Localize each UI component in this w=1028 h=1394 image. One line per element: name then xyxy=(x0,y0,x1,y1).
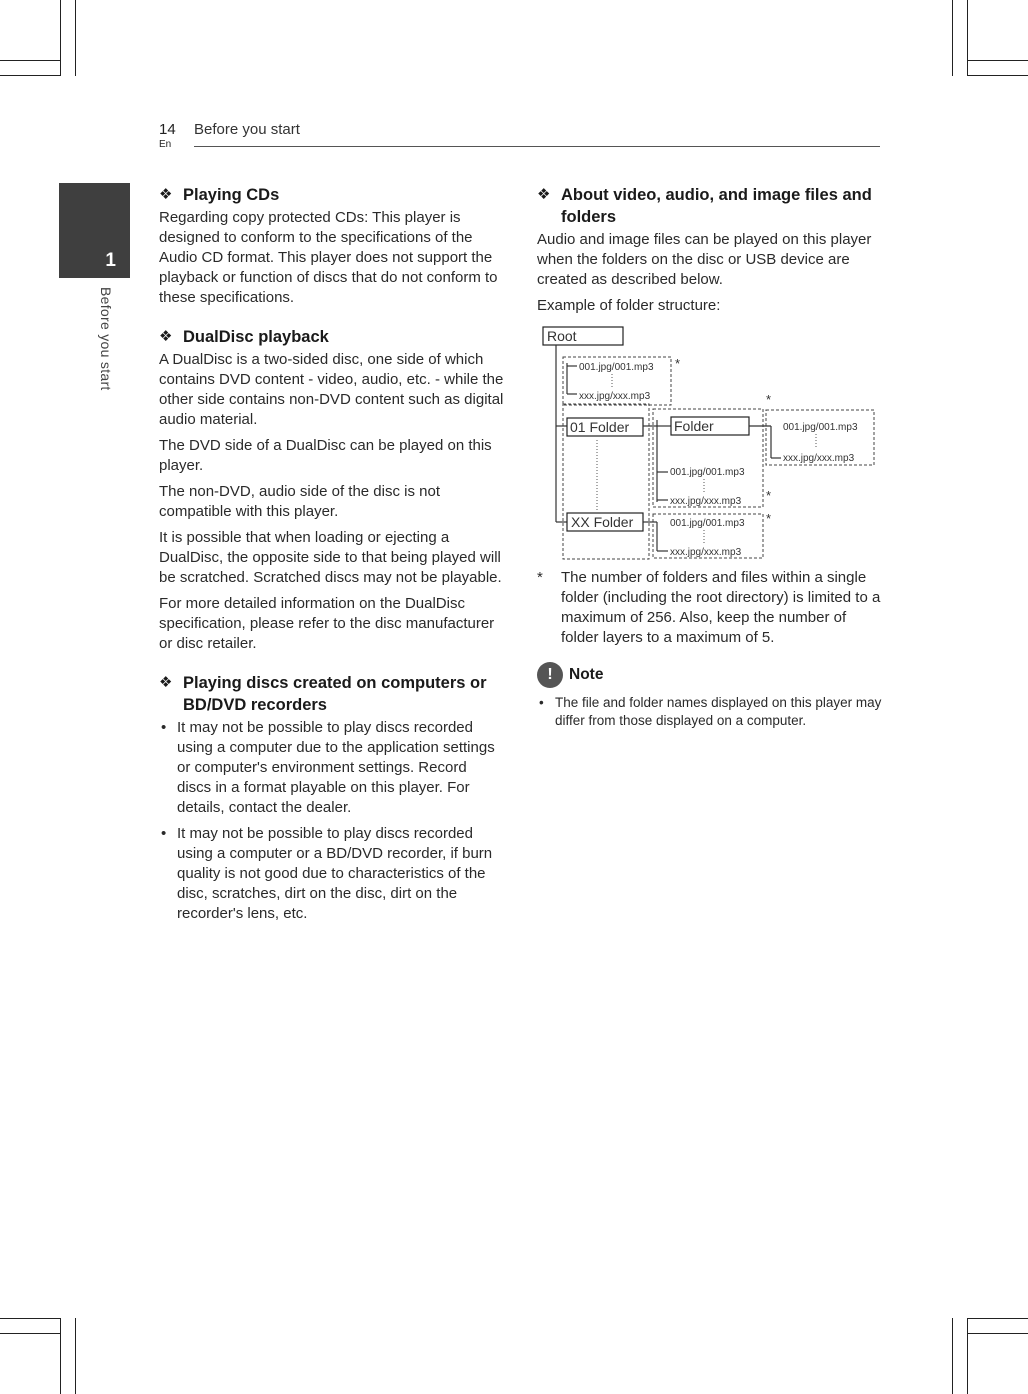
diamond-bullet-icon: ❖ xyxy=(159,674,173,691)
paragraph: A DualDisc is a two-sided disc, one side of which contains DVD content - video, audio, etc. - while the other side contains non-DVD content such as digital audio material. xyxy=(159,351,504,428)
crop-mark xyxy=(967,1318,968,1394)
crop-mark xyxy=(968,75,1028,76)
section-heading-about-files xyxy=(537,184,882,228)
crop-mark xyxy=(967,0,968,76)
paragraph: The non-DVD, audio side of the disc is not compatible with this player. xyxy=(159,483,440,520)
chapter-number: 1 xyxy=(105,250,116,271)
folder-01-label: 01 Folder xyxy=(570,419,630,435)
heading-text: Playing discs created on computers or BD/DVD recorders xyxy=(183,674,487,714)
crop-mark xyxy=(60,0,61,76)
right-column xyxy=(537,184,882,730)
running-header-title: Before you start xyxy=(194,121,300,138)
heading-text: Playing CDs xyxy=(183,186,280,204)
note-list xyxy=(537,694,882,730)
file-first-label: 001.jpg/001.mp3 xyxy=(783,422,858,433)
heading-text: About video, audio, and image files and folders xyxy=(561,186,872,226)
file-first-label: 001.jpg/001.mp3 xyxy=(670,518,745,529)
paragraph: Audio and image files can be played on this player when the folders on the disc or USB device are created as described below. xyxy=(537,231,872,288)
crop-mark xyxy=(968,1333,1028,1334)
page-language: En xyxy=(159,139,172,150)
asterisk-mark: * xyxy=(675,356,681,371)
file-last-label: xxx.jpg/xxx.mp3 xyxy=(783,453,855,464)
footnote-text: The number of folders and files within a single folder (including the root directory) is limited to a maximum of 256. Also, keep the number of folder layers to a maximum of 5. xyxy=(561,569,881,646)
file-last-label: xxx.jpg/xxx.mp3 xyxy=(579,391,651,402)
file-last-label: xxx.jpg/xxx.mp3 xyxy=(670,547,742,558)
subfolder-label: Folder xyxy=(674,418,714,434)
section-heading-dualdisc xyxy=(159,326,504,348)
crop-mark xyxy=(968,1318,1028,1319)
header-rule xyxy=(194,146,880,147)
crop-mark xyxy=(952,1318,953,1394)
crop-mark xyxy=(0,75,60,76)
paragraph: The DVD side of a DualDisc can be played on this player. xyxy=(159,437,492,474)
asterisk-mark: * xyxy=(766,511,772,526)
section-heading-computers xyxy=(159,672,504,716)
diamond-bullet-icon: ❖ xyxy=(537,186,551,203)
diamond-bullet-icon: ❖ xyxy=(159,328,173,345)
list-item: • It may not be possible to play discs recorded using a computer or a BD/DVD recorder, if burn quality is not good due to characteristics of the disc, scratches, dirt on the disc, dirt on the recorder's lens, etc. xyxy=(159,824,504,924)
root-folder-label: Root xyxy=(547,328,577,344)
note-heading xyxy=(537,662,882,688)
folder-tree-svg xyxy=(537,322,882,562)
paragraph: Regarding copy protected CDs: This player is designed to conform to the specifications of the Audio CD format. This player does not support the playback or function of discs that do not conform to these specifications. xyxy=(159,209,498,306)
chapter-tab-label: Before you start xyxy=(98,287,114,391)
crop-mark xyxy=(75,1318,76,1394)
left-column xyxy=(159,184,504,930)
folder-structure-diagram xyxy=(537,322,882,562)
footnote-mark: * xyxy=(537,569,543,586)
bullet-list xyxy=(159,718,504,924)
folder-xx-label: XX Folder xyxy=(571,514,634,530)
file-first-label: 001.jpg/001.mp3 xyxy=(670,467,745,478)
list-item: • It may not be possible to play discs recorded using a computer due to the application settings or computer's environment settings. Record discs in a format playable on this player. For details, contact the dealer. xyxy=(159,718,504,818)
diamond-bullet-icon: ❖ xyxy=(159,186,173,203)
asterisk-mark: * xyxy=(766,392,772,407)
asterisk-mark: * xyxy=(766,488,772,503)
example-label: Example of folder structure: xyxy=(537,297,721,314)
crop-mark xyxy=(75,0,76,76)
note-heading-text: Note xyxy=(569,666,604,683)
crop-mark xyxy=(0,1333,60,1334)
paragraph: It is possible that when loading or ejecting a DualDisc, the opposite side to that being played will be scratched. Scratched discs may not be playable. xyxy=(159,529,502,586)
file-last-label: xxx.jpg/xxx.mp3 xyxy=(670,496,742,507)
footnote xyxy=(537,568,882,648)
chapter-tab xyxy=(59,183,130,278)
paragraph: For more detailed information on the DualDisc specification, please refer to the disc manufacturer or disc retailer. xyxy=(159,595,495,652)
crop-mark xyxy=(0,1318,60,1319)
file-first-label: 001.jpg/001.mp3 xyxy=(579,362,654,373)
crop-mark xyxy=(60,1318,61,1394)
crop-mark xyxy=(952,0,953,76)
crop-mark xyxy=(968,60,1028,61)
warning-icon: ! xyxy=(537,662,563,688)
list-item: • The file and folder names displayed on this player may differ from those displayed on a computer. xyxy=(537,694,882,730)
page-number: 14 xyxy=(159,121,176,138)
crop-mark xyxy=(0,60,60,61)
heading-text: DualDisc playback xyxy=(183,328,329,346)
section-heading-playing-cds xyxy=(159,184,504,206)
